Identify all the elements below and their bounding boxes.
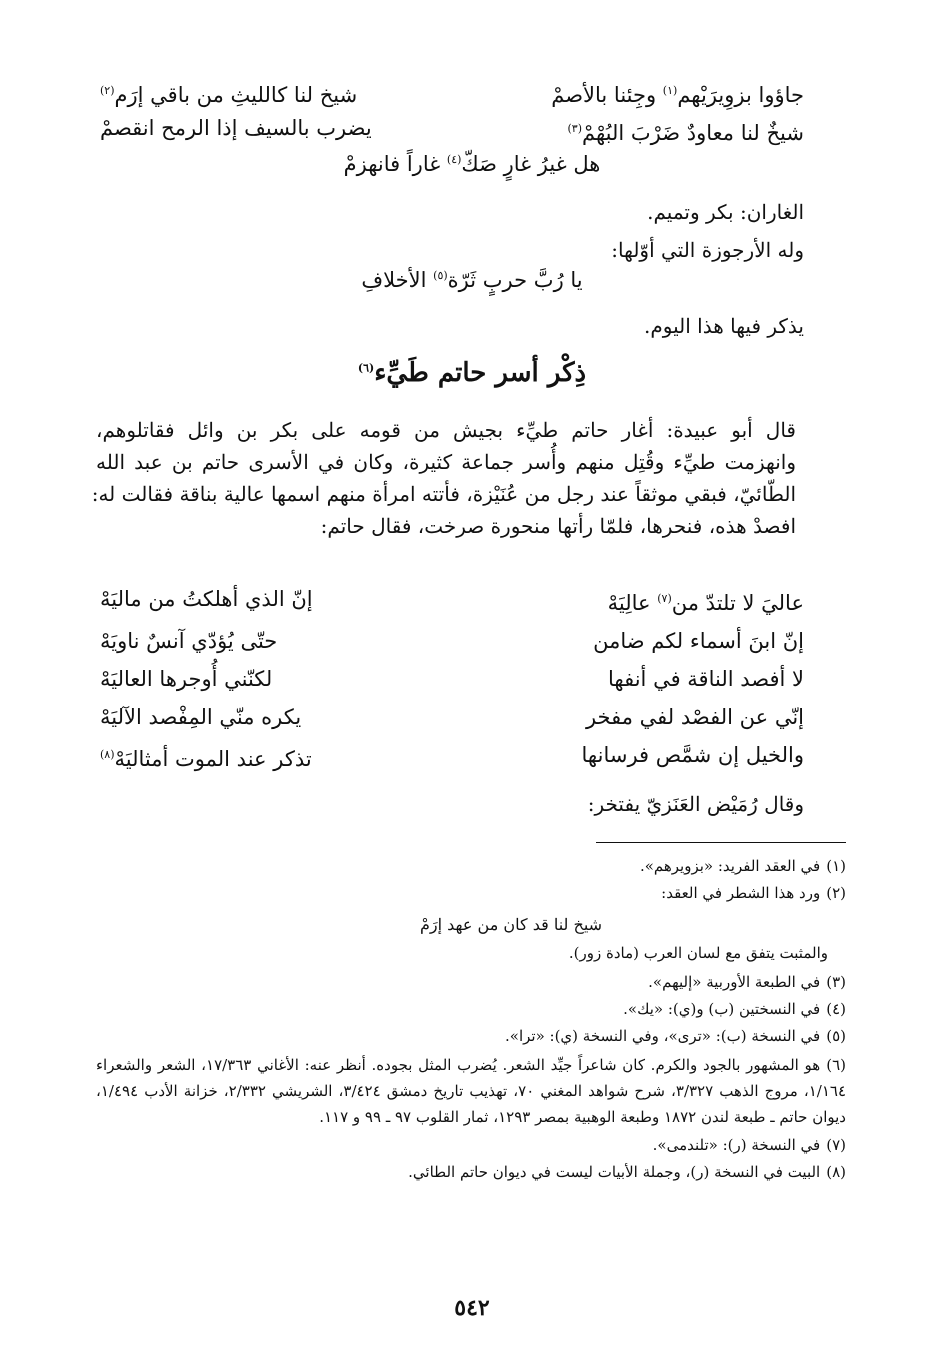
footnotes (96, 855, 846, 1188)
verse-line: إنّي عن الفصْد لفي مفخر يكره منّي المِفْصد الآليَهْ (100, 705, 804, 729)
page-number: ٥٤٢ (454, 1295, 490, 1321)
prose-line: الطّائيّ، فبقي موثقاً عند رجل من عُنَيْزة، فأتته امرأة منهم اسمها عالية بناقة فقالت له: (91, 482, 796, 506)
footnote: (٤)في النسختين (ب) و(ي): «يك». (623, 1000, 846, 1018)
footnote-ref[interactable]: (٣) (567, 122, 582, 135)
footnote: (١)في العقد الفريد: «بزويرهم». (639, 857, 846, 875)
prose-paragraph (91, 414, 796, 542)
footnote-ref[interactable]: (٧) (657, 592, 672, 605)
footnote-ref[interactable]: (٥) (433, 269, 448, 282)
hemistich: يضرب بالسيف إذا الرمح انقصمْ (100, 116, 372, 140)
footnote: (٢)ورد هذا الشطر في العقد: (661, 884, 846, 902)
poem-hatim (100, 580, 804, 778)
verse-line (100, 112, 804, 150)
footnote-ref[interactable]: (٨) (100, 748, 115, 761)
footnote: (٣)في الطبعة الأوربية «إليهم». (648, 973, 846, 991)
section-heading: ذِكْر أسر حاتم طَيِّء$^{(٦)}$ (357, 358, 587, 388)
verse-line (100, 74, 804, 112)
footnote-verse: شيخ لنا قد كان من عهد إرَمْ (419, 915, 603, 934)
footnote-ref[interactable]: (٤) (446, 153, 462, 166)
footnote: (٥)في النسخة (ب): «ترى»، وفي النسخة (ي): «ترا». (505, 1027, 846, 1045)
footnote-ref[interactable]: (٢) (100, 84, 115, 97)
verse-line: والخيل إن شمَّص فرسانها تذكر عند الموت أمثاليَهْ$^{(٨)}$ (100, 743, 804, 771)
footnote-continuation: والمثبت يتفق مع لسان العرب (مادة زور). (568, 944, 828, 962)
prose-line: قال أبو عبيدة: أغار حاتم طيِّء بجيش من قومه على بكر بن وائل فقاتلوهم، (96, 418, 796, 442)
verse-line: لا أفصد الناقة في أنفها لكنّني أُوجرها العاليَهْ (100, 667, 804, 691)
center-verse: هل غيرُ غارٍ صَكّ$^{(٤)}$ غاراً فانهزمْ (343, 152, 601, 176)
footnote-separator (596, 842, 846, 843)
prose-line: وانهزمت طيِّء وقُتِل منهم وأُسر جماعة كثيرة، وكان في الأسرى حاتم بن عبد الله (96, 450, 796, 474)
footnote-ref[interactable]: (٦) (357, 361, 375, 375)
footnote: (٧)في النسخة (ر): «تلندمى». (652, 1136, 846, 1154)
footnote: (٦)هو المشهور بالجود والكرم. كان شاعراً جيِّد الشعر. يُضرب المثل بجوده. أنظر عنه: الأغاني ١٧/٣٦٣، الشعر والشعراء ١/١٦٤، مروج الذهب ٣/٣٢٧، شرح شواهد المغني ٧٠، تهذيب تاريخ دمشق ٣/٤٢٤، الشريشي ٢/٣٣٢، خزانة الأدب ١/٤٩٤، ديوان حاتم ـ طبعة لندن ١٨٧٢ وطبعة الوهبية بمصر ١٢٩٣، ثمار القلوب ٩٧ ـ ٩٩ و ١١٧. (96, 1056, 847, 1126)
poem-top (100, 74, 804, 150)
hemistich: شيخ لنا كالليثِ من باقي إرَم (114, 83, 358, 107)
verse-line: عاليَ لا تلتدّ من$^{(٧)}$ عالِيَهْ إنّ الذي أهلكتُ من ماليَهْ (100, 587, 804, 615)
hemistich-cont: وجِئنا بالأصمْ (551, 83, 663, 107)
closing-line: وقال رُمَيْض العَنَزيّ يفتخر: (587, 792, 804, 816)
prose-line: افصدْ هذه، فنحرها، فلمّا رأتها منحورة صرخت، فقال حاتم: (320, 514, 796, 538)
urjuza-intro: وله الأرجوزة التي أوّلها: (611, 238, 804, 262)
mention-line: يذكر فيها هذا اليوم. (644, 314, 804, 338)
verse-line: إنّ ابنَ أسماء لكم ضامن حتّى يُؤدّي آنسٌ ناويَهْ (100, 629, 804, 653)
footnote-ref[interactable]: (١) (662, 84, 678, 97)
hemistich: شيخٌ لنا معاودٌ ضَرْبَ البُهْمْ (581, 121, 804, 145)
urjuza-verse: يا رُبَّ حربٍ ثَرّة$^{(٥)}$ الأخلافِ (361, 268, 583, 292)
hemistich: جاؤوا بزوِيرَيْهم (677, 83, 804, 107)
gloss-line: الغاران: بكر وتميم. (647, 200, 804, 224)
footnote: (٨)البيت في النسخة (ر)، وجملة الأبيات ليست في ديوان حاتم الطائي. (408, 1163, 846, 1181)
